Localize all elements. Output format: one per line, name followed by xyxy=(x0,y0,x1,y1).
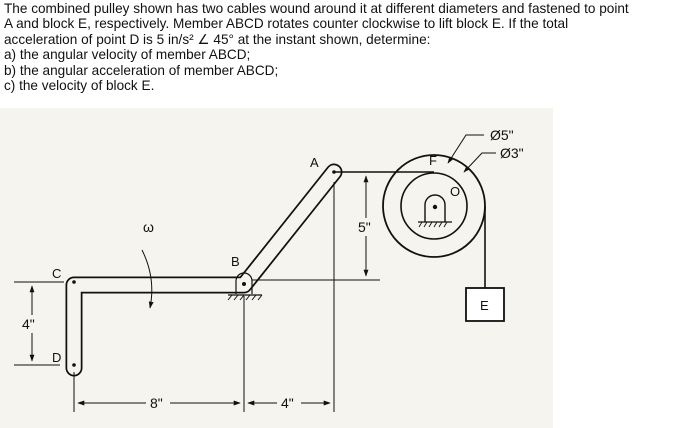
label-c: C xyxy=(52,266,62,281)
problem-line-6: c) the velocity of block E. xyxy=(4,78,155,94)
dim-outer-diameter: Ø5" xyxy=(490,127,514,143)
dim-width-4: 4" xyxy=(281,395,294,411)
label-a: A xyxy=(310,155,319,170)
point-d-dot xyxy=(72,363,76,367)
problem-line-2: A and block E, respectively. Member ABCD rotates counter clockwise to lift block E. If the total xyxy=(4,16,569,32)
label-o: O xyxy=(450,184,461,199)
problem-line-3: acceleration of point D is 5 in/s² ∠ 45° at the instant shown, determine: xyxy=(4,31,431,47)
point-c-dot xyxy=(72,280,76,284)
omega-symbol: ω xyxy=(143,219,154,235)
dim-height-4: 4" xyxy=(22,316,35,332)
pulley xyxy=(383,155,485,257)
label-d: D xyxy=(52,350,62,365)
problem-line-5: b) the angular acceleration of member ABCD; xyxy=(4,62,279,78)
point-b-dot xyxy=(242,282,246,286)
dim-inner-diameter: Ø3" xyxy=(500,145,524,161)
label-f: F xyxy=(429,153,437,168)
dim-height-5: 5" xyxy=(358,219,371,235)
label-b: B xyxy=(231,254,240,269)
dim-width-8: 8" xyxy=(150,395,163,411)
problem-line-4: a) the angular velocity of member ABCD; xyxy=(4,47,251,63)
member-abcd xyxy=(74,172,334,368)
problem-line-1: The combined pulley shown has two cables wound around it at different diameters and fastened to point xyxy=(4,1,629,16)
label-e: E xyxy=(480,298,489,313)
